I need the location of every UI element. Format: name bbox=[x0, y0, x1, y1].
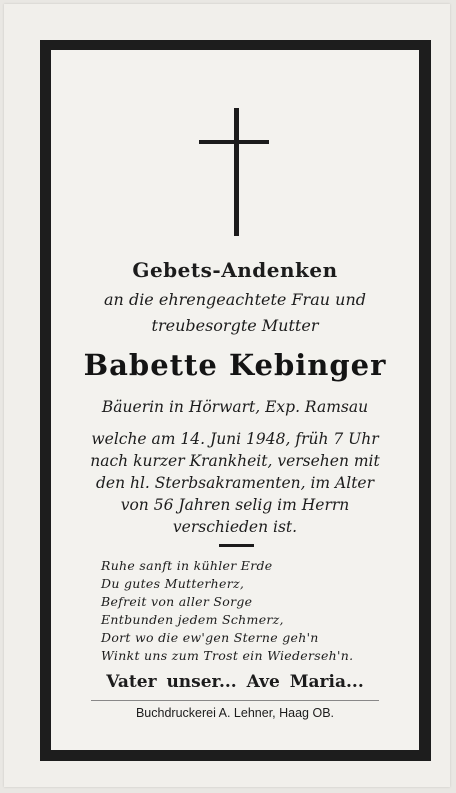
black-border-frame bbox=[40, 40, 431, 761]
body-line: nach kurzer Krankheit, versehen mit bbox=[90, 452, 380, 470]
poem-line: Befreit von aller Sorge bbox=[101, 594, 253, 609]
body-line: verschieden ist. bbox=[172, 518, 298, 536]
body-line: den hl. Sterbsakramenten, im Alter bbox=[95, 474, 375, 492]
prayer-line: Vater unser... Ave Maria... bbox=[106, 672, 364, 692]
poem-line: Winkt uns zum Trost ein Wiederseh'n. bbox=[101, 648, 354, 663]
poem-line: Entbunden jedem Schmerz, bbox=[101, 612, 284, 627]
memorial-card bbox=[4, 4, 450, 787]
footer-rule bbox=[91, 700, 379, 701]
poem-line: Dort wo die ew'gen Sterne geh'n bbox=[101, 630, 319, 645]
body-line: von 56 Jahren selig im Herrn bbox=[120, 496, 350, 514]
dedication-line-1: an die ehrengeachtete Frau und bbox=[104, 290, 366, 309]
divider bbox=[219, 544, 254, 547]
poem-line: Ruhe sanft in kühler Erde bbox=[101, 558, 273, 573]
deceased-name: Babette Kebinger bbox=[83, 348, 387, 382]
card-heading: Gebets-Andenken bbox=[132, 258, 338, 282]
dedication-line-2: treubesorgte Mutter bbox=[151, 316, 319, 335]
poem-line: Du gutes Mutterherz, bbox=[101, 576, 245, 591]
body-line: welche am 14. Juni 1948, früh 7 Uhr bbox=[91, 430, 379, 448]
printer-credit: Buchdruckerei A. Lehner, Haag OB. bbox=[135, 706, 335, 720]
occupation-place: Bäuerin in Hörwart, Exp. Ramsau bbox=[101, 398, 369, 416]
